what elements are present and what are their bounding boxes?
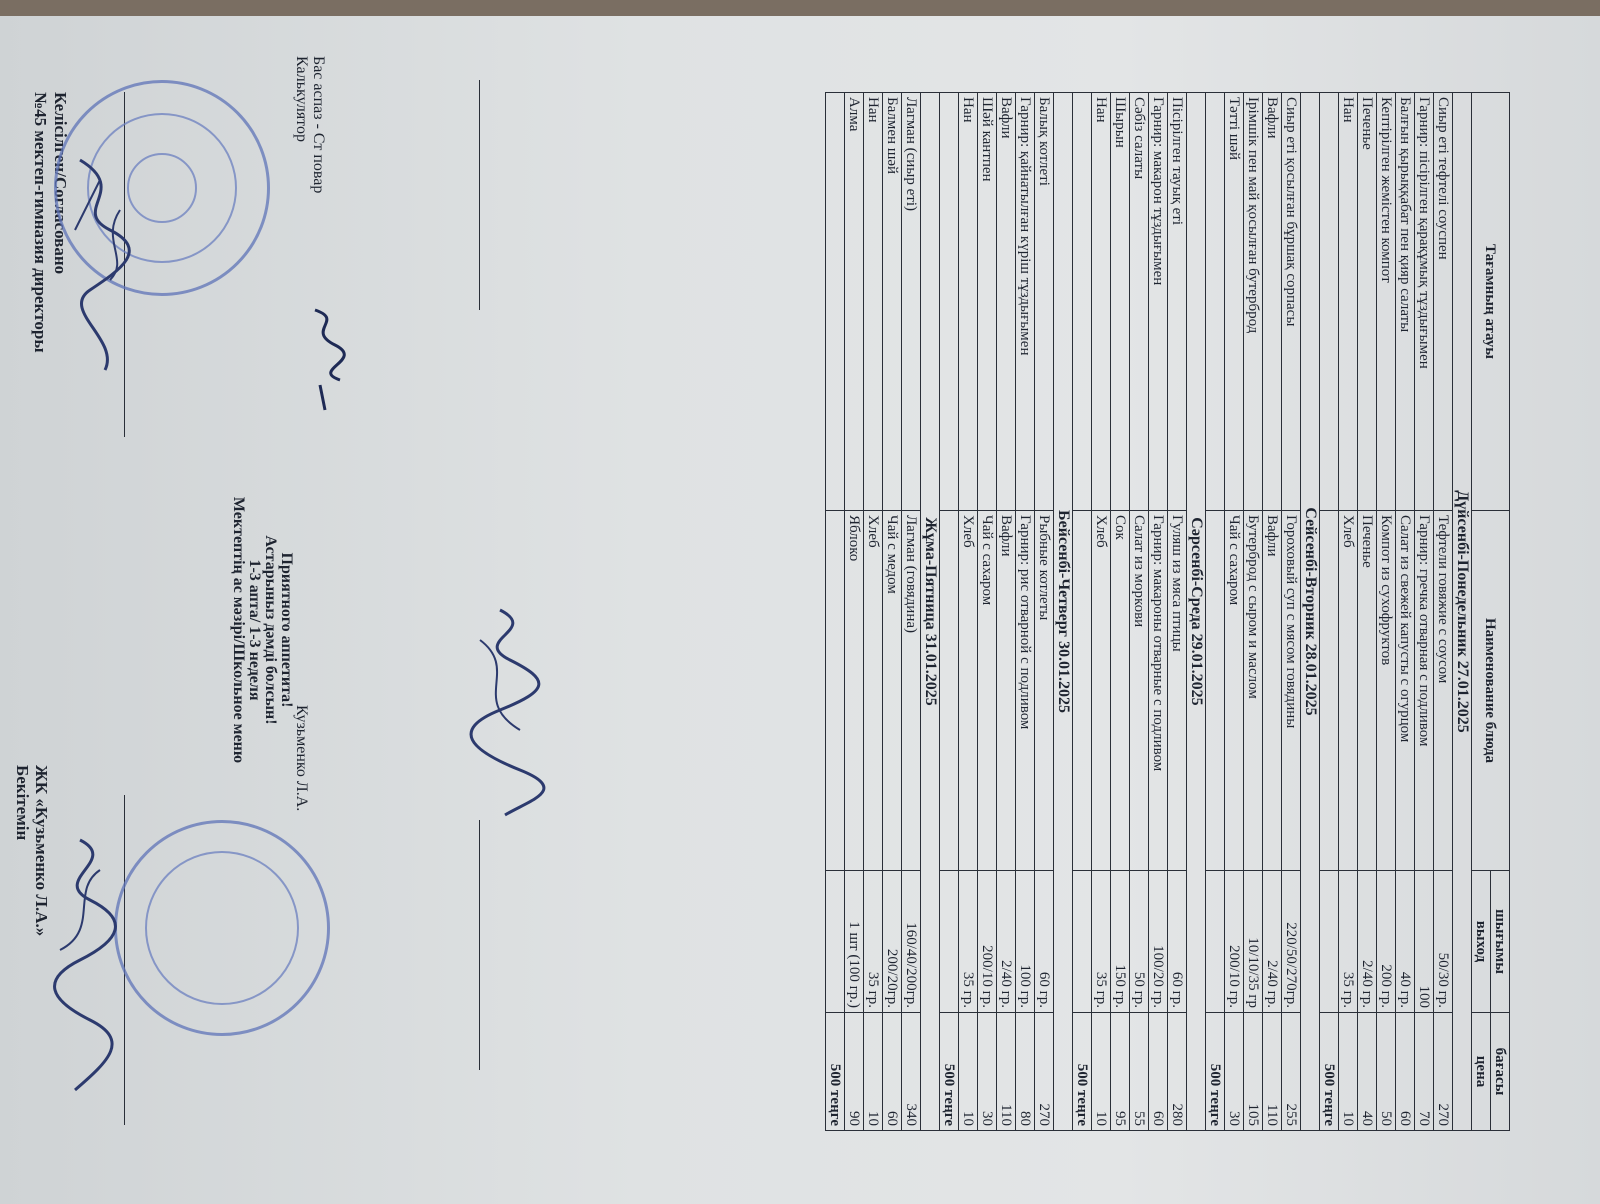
dish-name-kz: Гарнир: қайнатылған күріш тұздығымен: [1016, 93, 1035, 511]
dish-price: 10: [959, 1013, 978, 1131]
day-total: 500 теңге: [1320, 1013, 1339, 1131]
footer-name: Кузьменко Л.А.: [293, 705, 310, 812]
dish-price: 60: [1149, 1013, 1168, 1131]
footer-role-kz: Калькулятор: [293, 56, 310, 142]
dish-name-kz: Вафли: [997, 93, 1016, 511]
empty-cell: [940, 871, 959, 1013]
dish-name-ru: Хлеб: [864, 511, 883, 871]
dish-name-ru: Чай с медом: [883, 511, 902, 871]
total-row: [1320, 93, 1339, 1131]
dish-output: 60 гр.: [1035, 871, 1054, 1013]
dish-output: 220/50/270гр.: [1282, 871, 1301, 1013]
dish-name-ru: Хлеб: [959, 511, 978, 871]
dish-price: 90: [845, 1013, 864, 1131]
dish-name-kz: Вафли: [1263, 93, 1282, 511]
dish-price: 270: [1035, 1013, 1054, 1131]
table-row: [1377, 93, 1396, 1131]
dish-output: 2/40 гр.: [997, 871, 1016, 1013]
table-row: [883, 93, 902, 1131]
dish-output: 200 гр.: [1377, 871, 1396, 1013]
empty-cell: [1206, 93, 1225, 511]
empty-cell: [1206, 511, 1225, 871]
dish-name-kz: Сиыр еті қосылған бұршақ сорпасы: [1282, 93, 1301, 511]
table-row: [1225, 93, 1244, 1131]
table-row: [1339, 93, 1358, 1131]
menu-title-line1: Мектептің ас мәзірі/Школьное меню: [230, 496, 247, 764]
day-title: Дүйсенбі-Понедельник 27.01.2025: [1453, 93, 1472, 1131]
table-row: [1415, 93, 1434, 1131]
dish-name-kz: Балғын қырыққабат пен қияр салаты: [1396, 93, 1415, 511]
dish-output: 35 гр.: [1339, 871, 1358, 1013]
total-row: [826, 93, 845, 1131]
dish-name-kz: Сәбіз салаты: [1130, 93, 1149, 511]
approval-right-line1: Бекітемін: [13, 765, 32, 841]
day-header-row: [1054, 93, 1073, 1131]
signature-icon: [450, 600, 560, 820]
dish-output: 2/40 гр.: [1263, 871, 1282, 1013]
table-row: [1149, 93, 1168, 1131]
dish-name-kz: Сиыр еті тефтелі соуспен: [1434, 93, 1453, 511]
dish-output: 40 гр.: [1396, 871, 1415, 1013]
empty-cell: [1073, 511, 1092, 871]
menu-table-body: [826, 93, 1472, 1131]
table-row: [978, 93, 997, 1131]
approval-right-line2: ЖК «Кузьменко Л.А.»: [32, 765, 51, 937]
dish-price: 340: [902, 1013, 921, 1131]
dish-name-ru: Рыбные котлеты: [1035, 511, 1054, 871]
dish-name-ru: Гуляш из мяса птицы: [1168, 511, 1187, 871]
dish-name-ru: Салат из свежей капусты с огурцом: [1396, 511, 1415, 871]
dish-price: 10: [864, 1013, 883, 1131]
dish-name-ru: Сок: [1111, 511, 1130, 871]
table-row: [1396, 93, 1415, 1131]
dish-output: 35 гр.: [864, 871, 883, 1013]
day-total: 500 теңге: [1073, 1013, 1092, 1131]
empty-cell: [1073, 93, 1092, 511]
table-row: [997, 93, 1016, 1131]
dish-name-ru: Яблоко: [845, 511, 864, 871]
dish-price: 70: [1415, 1013, 1434, 1131]
dish-name-kz: Пісірілген тауық еті: [1168, 93, 1187, 511]
empty-cell: [826, 871, 845, 1013]
dish-output: 160/40/200гр.: [902, 871, 921, 1013]
table-header-row: [1491, 93, 1510, 1131]
dish-name-kz: Шәй кантпен: [978, 93, 997, 511]
dish-price: 60: [883, 1013, 902, 1131]
dish-name-kz: Тәтті шәй: [1225, 93, 1244, 511]
approval-left-line2: №45 мектеп-гимназия директоры: [31, 92, 50, 353]
dish-name-kz: Нан: [959, 93, 978, 511]
day-title: Сәрсенбі-Среда 29.01.2025: [1187, 93, 1206, 1131]
footer-signature-line: [479, 80, 480, 310]
dish-name-ru: Чай с сахаром: [978, 511, 997, 871]
dish-price: 40: [1358, 1013, 1377, 1131]
dish-name-kz: Балық котлеті: [1035, 93, 1054, 511]
table-row: [1434, 93, 1453, 1131]
dish-name-ru: Тефтели говяжие с соусом: [1434, 511, 1453, 871]
dish-name-ru: Бутерброд с сыром и маслом: [1244, 511, 1263, 871]
total-row: [940, 93, 959, 1131]
dish-name-ru: Хлеб: [1092, 511, 1111, 871]
dish-price: 95: [1111, 1013, 1130, 1131]
menu-title-line3: Астарыныз дәмді болсын!: [262, 535, 279, 725]
dish-output: 200/10 гр.: [978, 871, 997, 1013]
dish-price: 110: [1263, 1013, 1282, 1131]
menu-table: [825, 92, 1510, 1131]
empty-cell: [1320, 93, 1339, 511]
table-row: [1130, 93, 1149, 1131]
dish-output: 1 шт (100 гр.): [845, 871, 864, 1013]
dish-price: 50: [1377, 1013, 1396, 1131]
dish-name-kz: Нан: [864, 93, 883, 511]
dish-price: 255: [1282, 1013, 1301, 1131]
table-row: [1035, 93, 1054, 1131]
dish-name-ru: Салат из моркови: [1130, 511, 1149, 871]
dish-name-kz: Лагман (сиыр еті): [902, 93, 921, 511]
dish-price: 280: [1168, 1013, 1187, 1131]
table-row: [1263, 93, 1282, 1131]
dish-name-kz: Нан: [1339, 93, 1358, 511]
total-row: [1206, 93, 1225, 1131]
dish-output: 100 гр.: [1016, 871, 1035, 1013]
table-row: [1111, 93, 1130, 1131]
dish-name-ru: Гарнир: рис отварной с подливом: [1016, 511, 1035, 871]
dish-price: 30: [978, 1013, 997, 1131]
dish-name-kz: Кептірілген жемістен компот: [1377, 93, 1396, 511]
empty-cell: [940, 511, 959, 871]
dish-name-kz: Шырын: [1111, 93, 1130, 511]
dish-name-kz: Балмен шәй: [883, 93, 902, 511]
day-header-row: [1187, 93, 1206, 1131]
table-row: [1358, 93, 1377, 1131]
dish-output: 35 гр.: [959, 871, 978, 1013]
dish-output: 150 гр.: [1111, 871, 1130, 1013]
day-header-row: [921, 93, 940, 1131]
dish-name-kz: Гарнир: макарон тұздығымен: [1149, 93, 1168, 511]
entrepreneur-stamp-icon: [114, 820, 330, 1036]
table-row: [959, 93, 978, 1131]
dish-output: 35 гр.: [1092, 871, 1111, 1013]
footer-name-line: [479, 820, 480, 1070]
table-row: [1168, 93, 1187, 1131]
dish-name-ru: Гарнир: макароны отварные с подливом: [1149, 511, 1168, 871]
dish-name-ru: Печенье: [1358, 511, 1377, 871]
dish-price: 10: [1092, 1013, 1111, 1131]
day-header-row: [1301, 93, 1320, 1131]
dish-name-kz: Гарнир: пісірілген қарақұмық тұздығымен: [1415, 93, 1434, 511]
menu-title-line2: 1-3 апта/ 1-3 неделя: [246, 559, 263, 701]
day-title: Жұма-Пятница 31.01.2025: [921, 93, 940, 1131]
dish-name-kz: Алма: [845, 93, 864, 511]
dish-output: 10/10/35 гр: [1244, 871, 1263, 1013]
dish-output: 60 гр.: [1168, 871, 1187, 1013]
dish-price: 30: [1225, 1013, 1244, 1131]
table-row: [1244, 93, 1263, 1131]
empty-cell: [1320, 511, 1339, 871]
empty-cell: [1073, 871, 1092, 1013]
dish-price: 110: [997, 1013, 1016, 1131]
dish-output: 50/30 гр.: [1434, 871, 1453, 1013]
table-row: [845, 93, 864, 1131]
dish-price: 270: [1434, 1013, 1453, 1131]
dish-price: 55: [1130, 1013, 1149, 1131]
column-header-kz: Тағамның атауы: [1472, 93, 1510, 511]
empty-cell: [826, 511, 845, 871]
day-title: Сейсенбі-Вторник 28.01.2025: [1301, 93, 1320, 1131]
dish-name-ru: Вафли: [1263, 511, 1282, 871]
dish-price: 60: [1396, 1013, 1415, 1131]
total-row: [1073, 93, 1092, 1131]
day-total: 500 теңге: [1206, 1013, 1225, 1131]
dish-name-kz: Ірімшік пен май қосылған бутерброд: [1244, 93, 1263, 511]
footer-role-ru: Бас аспаз - Ст повар: [310, 56, 327, 194]
column-header-output-ru: выход: [1472, 871, 1491, 1013]
dish-price: 105: [1244, 1013, 1263, 1131]
column-header-output-kz: шығымы: [1491, 871, 1510, 1013]
dish-name-ru: Гороховый суп с мясом говядины: [1282, 511, 1301, 871]
column-header-price-ru: цена: [1472, 1013, 1491, 1131]
dish-output: 200/10 гр.: [1225, 871, 1244, 1013]
dish-output: 100: [1415, 871, 1434, 1013]
signature-icon: [60, 150, 140, 380]
dish-price: 80: [1016, 1013, 1035, 1131]
signature-icon: [40, 830, 130, 1100]
approval-left-line1: Келісілген/Согласовано: [51, 92, 70, 275]
table-row: [1092, 93, 1111, 1131]
dish-name-ru: Компот из сухофруктов: [1377, 511, 1396, 871]
table-row: [1016, 93, 1035, 1131]
empty-cell: [1206, 871, 1225, 1013]
dish-name-ru: Вафли: [997, 511, 1016, 871]
dish-price: 10: [1339, 1013, 1358, 1131]
empty-cell: [826, 93, 845, 511]
table-row: [902, 93, 921, 1131]
dish-name-ru: Чай с сахаром: [1225, 511, 1244, 871]
empty-cell: [940, 93, 959, 511]
day-total: 500 теңге: [940, 1013, 959, 1131]
column-header-ru: Наименование блюда: [1472, 511, 1510, 871]
column-header-price-kz: бағасы: [1491, 1013, 1510, 1131]
menu-title-line4: Приятного аппетита!: [278, 552, 295, 708]
day-total: 500 теңге: [826, 1013, 845, 1131]
dish-name-ru: Гарнир: гречка отварная с подливом: [1415, 511, 1434, 871]
dish-output: 2/40 гр.: [1358, 871, 1377, 1013]
day-title: Бейсенбі-Четверг 30.01.2025: [1054, 93, 1073, 1131]
dish-output: 200/20гр.: [883, 871, 902, 1013]
day-header-row: [1453, 93, 1472, 1131]
dish-name-kz: Нан: [1092, 93, 1111, 511]
signature-icon: [295, 300, 355, 420]
table-row: [1282, 93, 1301, 1131]
dish-name-kz: Печенье: [1358, 93, 1377, 511]
dish-output: 50 гр.: [1130, 871, 1149, 1013]
dish-output: 100/20 гр.: [1149, 871, 1168, 1013]
empty-cell: [1320, 871, 1339, 1013]
table-row: [864, 93, 883, 1131]
dish-name-ru: Хлеб: [1339, 511, 1358, 871]
dish-name-ru: Лагман (говядина): [902, 511, 921, 871]
